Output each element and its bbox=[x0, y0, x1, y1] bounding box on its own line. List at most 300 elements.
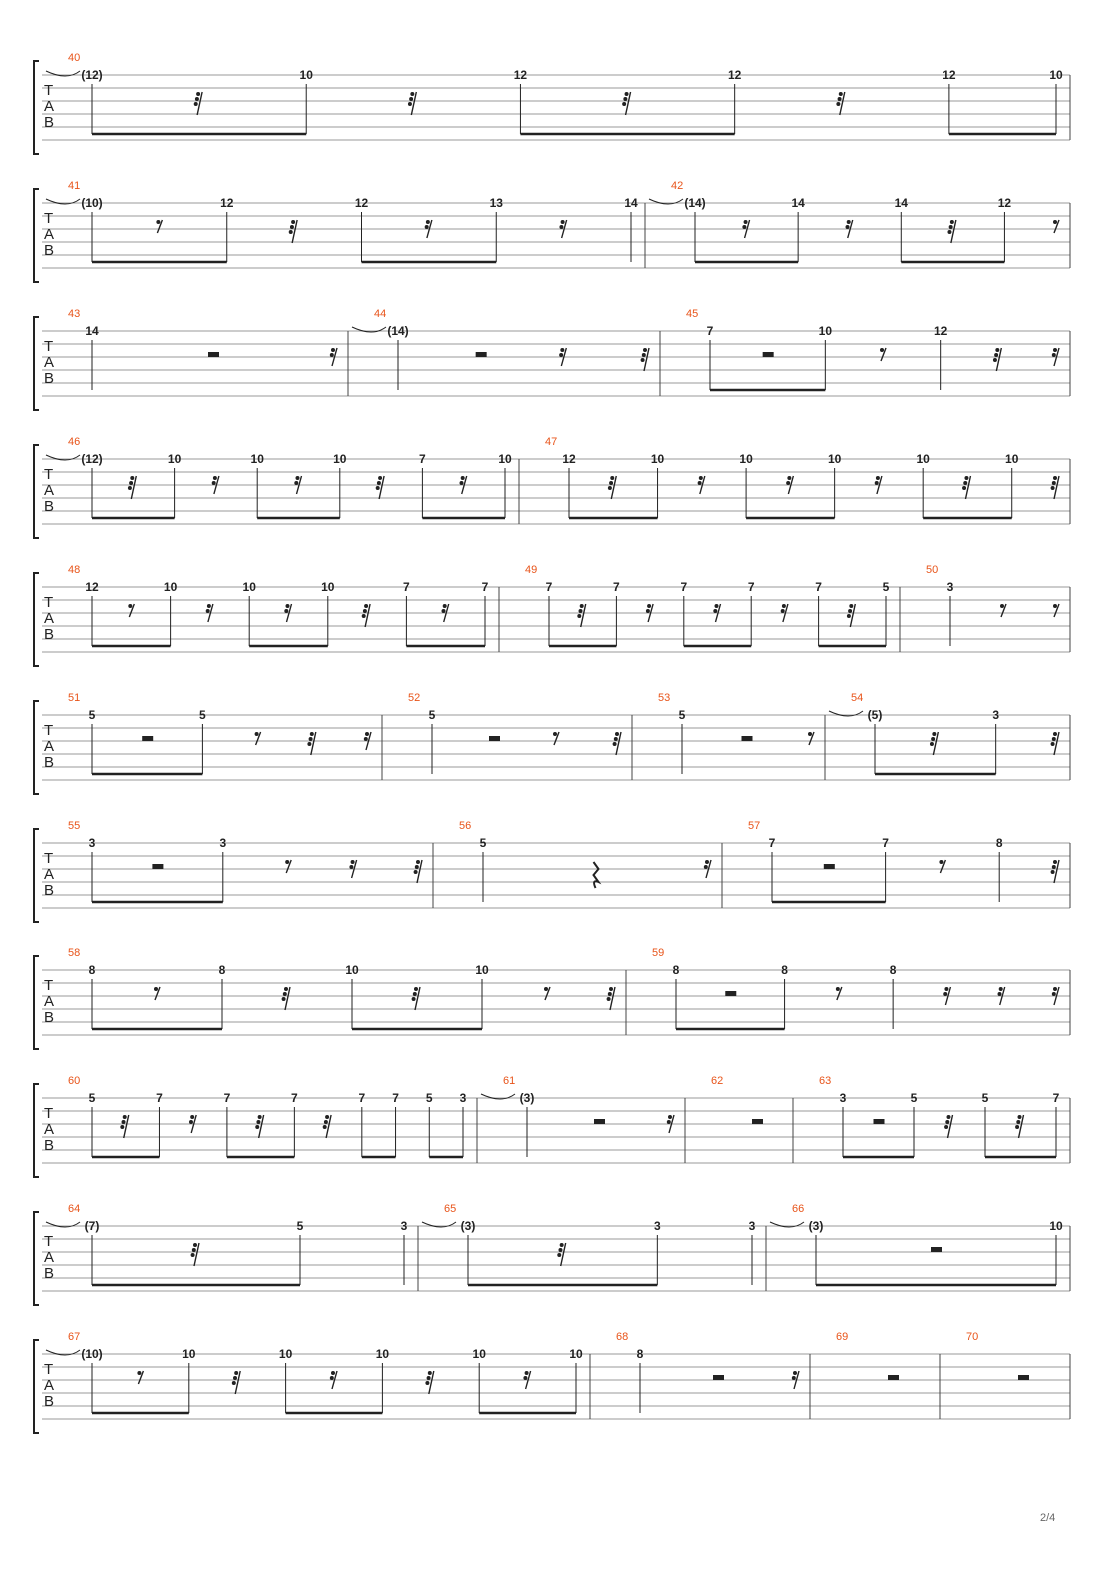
fret-number: 10 bbox=[182, 1347, 196, 1361]
measure-number: 48 bbox=[68, 564, 81, 576]
rest-flag-dot bbox=[793, 1371, 797, 1375]
thirty-second-rest bbox=[993, 358, 997, 362]
fret-number: 7 bbox=[747, 580, 755, 594]
half-rest bbox=[594, 1119, 605, 1124]
sixteenth-rest bbox=[742, 225, 746, 229]
fret-number: 3 bbox=[88, 836, 96, 850]
eighth-rest bbox=[553, 732, 557, 736]
fret-number: 10 bbox=[569, 1347, 583, 1361]
staff-system bbox=[34, 180, 1070, 282]
rest-flag-dot bbox=[1018, 1115, 1022, 1119]
rest-flag-dot bbox=[233, 1376, 237, 1380]
measure-number: 49 bbox=[525, 564, 538, 576]
thirty-second-rest bbox=[847, 614, 851, 618]
fret-number: 14 bbox=[85, 324, 99, 338]
rest-flag-dot bbox=[963, 481, 967, 485]
thirty-second-rest bbox=[622, 102, 626, 106]
system-bracket bbox=[34, 189, 39, 282]
rest-flag-dot bbox=[715, 604, 719, 608]
fret-number: 12 bbox=[562, 452, 576, 466]
rest-flag-dot bbox=[1053, 476, 1057, 480]
rest-flag-dot bbox=[196, 92, 200, 96]
half-rest bbox=[142, 736, 153, 741]
rest-flag-dot bbox=[944, 987, 948, 991]
rest-flag-dot bbox=[122, 1120, 126, 1124]
thirty-second-rest bbox=[1051, 870, 1055, 874]
fret-number: 8 bbox=[995, 836, 1003, 850]
rest-flag-dot bbox=[364, 604, 368, 608]
rest-flag-dot bbox=[129, 481, 133, 485]
tab-clef-letter: A bbox=[44, 610, 55, 627]
rest-flag-dot bbox=[414, 987, 418, 991]
tab-clef-letter: B bbox=[44, 1265, 55, 1282]
tab-clef-letter: B bbox=[44, 1009, 55, 1026]
system-bracket bbox=[34, 701, 39, 794]
rest-flag-dot bbox=[609, 481, 613, 485]
rest-flag-dot bbox=[291, 220, 295, 224]
fret-number: 14 bbox=[894, 196, 908, 210]
thirty-second-rest bbox=[836, 102, 840, 106]
sixteenth-rest bbox=[875, 481, 879, 485]
rest-flag-dot bbox=[256, 1120, 260, 1124]
measure-number: 51 bbox=[68, 692, 81, 704]
sixteenth-rest bbox=[460, 481, 464, 485]
fret-number: 10 bbox=[163, 580, 178, 594]
rest-flag-dot bbox=[283, 992, 287, 996]
thirty-second-rest bbox=[120, 1125, 124, 1129]
fret-number: 7 bbox=[419, 452, 426, 466]
thirty-second-rest bbox=[962, 486, 966, 490]
rest-flag-dot bbox=[945, 1120, 949, 1124]
measure-number: 70 bbox=[966, 1331, 979, 1343]
fret-number: 10 bbox=[167, 452, 182, 466]
fret-number: 5 bbox=[199, 708, 206, 722]
rest-flag-dot bbox=[461, 476, 465, 480]
fret-number: 10 bbox=[333, 452, 347, 466]
rest-flag-dot bbox=[1052, 865, 1056, 869]
thirty-second-rest bbox=[613, 742, 617, 746]
fret-number: 14 bbox=[791, 196, 805, 210]
fret-number: 7 bbox=[481, 580, 489, 594]
sixteenth-rest bbox=[189, 1120, 193, 1124]
rest-flag-dot bbox=[195, 97, 199, 101]
tab-clef-letter: A bbox=[44, 866, 55, 883]
fret-number: (12) bbox=[81, 68, 103, 82]
fret-number: 7 bbox=[358, 1091, 366, 1105]
tab-clef-letter: T bbox=[44, 594, 54, 611]
sixteenth-rest bbox=[284, 609, 288, 613]
tab-clef-letter: B bbox=[44, 1393, 55, 1410]
fret-number: (14) bbox=[387, 324, 409, 338]
rest-flag-dot bbox=[427, 1376, 431, 1380]
rest-flag-dot bbox=[608, 992, 612, 996]
fret-number: 10 bbox=[278, 1347, 293, 1361]
thirty-second-rest bbox=[191, 1253, 195, 1257]
sixteenth-rest bbox=[713, 609, 717, 613]
rest-flag-dot bbox=[744, 220, 748, 224]
rest-flag-dot bbox=[1052, 481, 1056, 485]
rest-flag-dot bbox=[377, 481, 381, 485]
rest-flag-dot bbox=[561, 220, 565, 224]
sixteenth-rest bbox=[998, 992, 1002, 996]
tab-clef-letter: T bbox=[44, 338, 54, 355]
half-rest bbox=[208, 352, 219, 357]
measure-number: 43 bbox=[68, 308, 81, 320]
system-bracket bbox=[34, 829, 39, 922]
eighth-rest bbox=[128, 604, 132, 608]
thirty-second-rest bbox=[1015, 1125, 1019, 1129]
tab-clef-letter: B bbox=[44, 498, 55, 515]
rest-flag-dot bbox=[579, 609, 583, 613]
fret-number: 7 bbox=[156, 1091, 163, 1105]
sixteenth-rest bbox=[442, 609, 446, 613]
rest-flag-dot bbox=[415, 865, 419, 869]
page-number: 2/4 bbox=[1040, 1512, 1056, 1524]
eighth-rest bbox=[544, 987, 548, 991]
fret-number: 7 bbox=[1052, 1091, 1060, 1105]
rest-flag-dot bbox=[331, 348, 335, 352]
rest-flag-dot bbox=[363, 609, 367, 613]
measure-number: 57 bbox=[748, 820, 761, 832]
fret-number: 5 bbox=[425, 1091, 433, 1105]
eighth-rest bbox=[1000, 604, 1004, 608]
fret-number: 7 bbox=[768, 836, 776, 850]
fret-number: 5 bbox=[882, 580, 890, 594]
rest-flag-dot bbox=[847, 220, 851, 224]
rest-flag-dot bbox=[443, 604, 447, 608]
rest-flag-dot bbox=[416, 860, 420, 864]
rest-flag-dot bbox=[123, 1115, 127, 1119]
tab-clef-letter: A bbox=[44, 354, 55, 371]
fret-number: 12 bbox=[997, 196, 1012, 210]
rest-flag-dot bbox=[995, 348, 999, 352]
fret-number: 7 bbox=[613, 580, 620, 594]
thirty-second-rest bbox=[1051, 742, 1055, 746]
measure-number: 40 bbox=[68, 52, 81, 64]
fret-number: 12 bbox=[354, 196, 369, 210]
eighth-rest bbox=[285, 860, 289, 864]
fret-number: 13 bbox=[489, 196, 503, 210]
rest-flag-dot bbox=[838, 97, 842, 101]
staff-system bbox=[34, 692, 1070, 794]
fret-number: 5 bbox=[981, 1091, 989, 1105]
tab-clef-letter: B bbox=[44, 1137, 55, 1154]
tab-clef-letter: T bbox=[44, 466, 54, 483]
fret-number: 3 bbox=[459, 1091, 467, 1105]
fret-number: 5 bbox=[88, 708, 96, 722]
thirty-second-rest bbox=[255, 1125, 259, 1129]
fret-number: 12 bbox=[85, 580, 99, 594]
tab-clef-letter: T bbox=[44, 1361, 54, 1378]
rest-flag-dot bbox=[378, 476, 382, 480]
eighth-rest bbox=[154, 987, 158, 991]
measure-number: 50 bbox=[926, 564, 939, 576]
fret-number: (3) bbox=[519, 1091, 535, 1105]
tab-clef-letter: T bbox=[44, 82, 54, 99]
measure-number: 61 bbox=[503, 1075, 516, 1087]
measure-number: 46 bbox=[68, 436, 81, 448]
rest-flag-dot bbox=[428, 1371, 432, 1375]
fret-number: 10 bbox=[739, 452, 753, 466]
measure-number: 41 bbox=[68, 180, 81, 192]
sixteenth-rest bbox=[559, 225, 563, 229]
fret-number: 5 bbox=[428, 708, 436, 722]
sixteenth-rest bbox=[559, 353, 563, 357]
tab-clef-letter: A bbox=[44, 738, 55, 755]
eighth-rest bbox=[880, 348, 884, 352]
staff-system bbox=[34, 1203, 1070, 1305]
tab-clef-letter: A bbox=[44, 993, 55, 1010]
eighth-rest bbox=[939, 860, 943, 864]
fret-number: 10 bbox=[1005, 452, 1019, 466]
rest-flag-dot bbox=[580, 604, 584, 608]
fret-number: 7 bbox=[815, 580, 822, 594]
system-bracket bbox=[34, 573, 39, 666]
thirty-second-rest bbox=[641, 358, 645, 362]
rest-flag-dot bbox=[614, 737, 618, 741]
measure-number: 68 bbox=[616, 1331, 629, 1343]
rest-flag-dot bbox=[193, 1243, 197, 1247]
fret-number: 10 bbox=[498, 452, 512, 466]
fret-number: 10 bbox=[650, 452, 665, 466]
fret-number: 10 bbox=[827, 452, 842, 466]
fret-number: 7 bbox=[392, 1091, 399, 1105]
sixteenth-rest bbox=[943, 992, 947, 996]
rest-flag-dot bbox=[610, 476, 614, 480]
fret-number: 12 bbox=[727, 68, 742, 82]
measure-number: 64 bbox=[68, 1203, 81, 1215]
rest-flag-dot bbox=[1053, 732, 1057, 736]
rest-flag-dot bbox=[331, 1371, 335, 1375]
system-bracket bbox=[34, 445, 39, 538]
rest-flag-dot bbox=[848, 609, 852, 613]
half-rest bbox=[1018, 1375, 1029, 1380]
fret-number: 5 bbox=[88, 1091, 96, 1105]
eighth-rest bbox=[1053, 604, 1057, 608]
rest-flag-dot bbox=[994, 353, 998, 357]
rest-flag-dot bbox=[130, 476, 134, 480]
rest-flag-dot bbox=[525, 1371, 529, 1375]
tab-clef-letter: A bbox=[44, 1121, 55, 1138]
rest-flag-dot bbox=[1053, 987, 1057, 991]
fret-number: 3 bbox=[219, 836, 227, 850]
rest-flag-dot bbox=[1016, 1120, 1020, 1124]
rest-flag-dot bbox=[309, 737, 313, 741]
sixteenth-rest bbox=[704, 865, 708, 869]
fret-number: 12 bbox=[942, 68, 956, 82]
measure-number: 58 bbox=[68, 947, 81, 959]
sixteenth-rest bbox=[846, 225, 850, 229]
fret-number: 5 bbox=[479, 836, 487, 850]
sixteenth-rest bbox=[1052, 992, 1056, 996]
thirty-second-rest bbox=[307, 742, 311, 746]
measure-number: 66 bbox=[792, 1203, 805, 1215]
thirty-second-rest bbox=[412, 997, 416, 1001]
fret-number: 10 bbox=[250, 452, 264, 466]
rest-flag-dot bbox=[413, 992, 417, 996]
tab-clef-letter: B bbox=[44, 114, 55, 131]
fret-number: (7) bbox=[84, 1219, 100, 1233]
sixteenth-rest bbox=[330, 1376, 334, 1380]
rest-flag-dot bbox=[296, 476, 300, 480]
half-rest bbox=[931, 1247, 942, 1252]
thirty-second-rest bbox=[944, 1125, 948, 1129]
rest-flag-dot bbox=[642, 353, 646, 357]
system-bracket bbox=[34, 1212, 39, 1305]
tab-clef-letter: A bbox=[44, 1249, 55, 1266]
thirty-second-rest bbox=[947, 230, 951, 234]
tab-clef-letter: B bbox=[44, 626, 55, 643]
fret-number: 10 bbox=[242, 580, 256, 594]
rest-flag-dot bbox=[625, 92, 629, 96]
measure-number: 69 bbox=[836, 1331, 849, 1343]
thirty-second-rest bbox=[376, 486, 380, 490]
fret-number: 14 bbox=[624, 196, 638, 210]
fret-number: 10 bbox=[472, 1347, 486, 1361]
quarter-rest bbox=[594, 862, 599, 888]
thirty-second-rest bbox=[1051, 486, 1055, 490]
fret-number: 3 bbox=[992, 708, 1000, 722]
eighth-rest bbox=[255, 732, 259, 736]
tab-clef-letter: T bbox=[44, 977, 54, 994]
thirty-second-rest bbox=[194, 102, 198, 106]
measure-number: 47 bbox=[545, 436, 558, 448]
fret-number: 12 bbox=[220, 196, 234, 210]
half-rest bbox=[742, 736, 753, 741]
thirty-second-rest bbox=[282, 997, 286, 1001]
rest-flag-dot bbox=[190, 1115, 194, 1119]
fret-number: 8 bbox=[88, 963, 96, 977]
thirty-second-rest bbox=[608, 486, 612, 490]
fret-number: 7 bbox=[545, 580, 553, 594]
rest-flag-dot bbox=[365, 732, 369, 736]
rest-flag-dot bbox=[426, 220, 430, 224]
fret-number: 10 bbox=[1049, 68, 1063, 82]
rest-flag-dot bbox=[558, 1248, 562, 1252]
fret-number: 12 bbox=[933, 324, 948, 338]
rest-flag-dot bbox=[643, 348, 647, 352]
fret-number: 12 bbox=[513, 68, 528, 82]
tab-clef-letter: T bbox=[44, 850, 54, 867]
sixteenth-rest bbox=[330, 353, 334, 357]
tab-clef-letter: B bbox=[44, 754, 55, 771]
thirty-second-rest bbox=[362, 614, 366, 618]
rest-flag-dot bbox=[351, 860, 355, 864]
thirty-second-rest bbox=[408, 102, 412, 106]
tab-clef-letter: A bbox=[44, 226, 55, 243]
rest-flag-dot bbox=[325, 1115, 329, 1119]
fret-number: 3 bbox=[748, 1219, 756, 1233]
staff-system bbox=[34, 308, 1070, 410]
tab-clef-letter: T bbox=[44, 210, 54, 227]
sixteenth-rest bbox=[667, 1120, 671, 1124]
measure-number: 59 bbox=[652, 947, 665, 959]
staff-system bbox=[34, 436, 1070, 538]
sixteenth-rest bbox=[364, 737, 368, 741]
half-rest bbox=[824, 864, 835, 869]
thirty-second-rest bbox=[323, 1125, 327, 1129]
thirty-second-rest bbox=[289, 230, 293, 234]
thirty-second-rest bbox=[414, 870, 418, 874]
staff-system bbox=[34, 564, 1070, 666]
fret-number: 8 bbox=[636, 1347, 644, 1361]
measure-number: 60 bbox=[68, 1075, 81, 1087]
sixteenth-rest bbox=[425, 225, 429, 229]
sixteenth-rest bbox=[349, 865, 353, 869]
half-rest bbox=[725, 991, 736, 996]
fret-number: 10 bbox=[321, 580, 335, 594]
rest-flag-dot bbox=[409, 97, 413, 101]
fret-number: 7 bbox=[680, 580, 688, 594]
fret-number: (12) bbox=[81, 452, 103, 466]
tab-clef-letter: T bbox=[44, 1233, 54, 1250]
rest-flag-dot bbox=[1052, 737, 1056, 741]
rest-flag-dot bbox=[207, 604, 211, 608]
measure-number: 52 bbox=[408, 692, 421, 704]
rest-flag-dot bbox=[839, 92, 843, 96]
measure-number: 44 bbox=[374, 308, 387, 320]
sixteenth-rest bbox=[698, 481, 702, 485]
half-rest bbox=[152, 864, 163, 869]
sixteenth-rest bbox=[294, 481, 298, 485]
fret-number: 7 bbox=[223, 1091, 231, 1105]
system-bracket bbox=[34, 61, 39, 154]
thirty-second-rest bbox=[128, 486, 132, 490]
measure-number: 45 bbox=[686, 308, 699, 320]
fret-number: (10) bbox=[81, 196, 103, 210]
measure-number: 53 bbox=[658, 692, 671, 704]
fret-number: 7 bbox=[291, 1091, 298, 1105]
system-bracket bbox=[34, 1340, 39, 1433]
fret-number: 3 bbox=[653, 1219, 661, 1233]
rest-flag-dot bbox=[932, 732, 936, 736]
fret-number: 3 bbox=[946, 580, 954, 594]
measure-number: 54 bbox=[851, 692, 864, 704]
measure-number: 65 bbox=[444, 1203, 457, 1215]
tab-clef-letter: A bbox=[44, 482, 55, 499]
rest-flag-dot bbox=[947, 1115, 951, 1119]
fret-number: 5 bbox=[296, 1219, 304, 1233]
rest-flag-dot bbox=[949, 225, 953, 229]
half-rest bbox=[763, 352, 774, 357]
eighth-rest bbox=[137, 1371, 141, 1375]
rest-flag-dot bbox=[290, 225, 294, 229]
tab-clef-letter: A bbox=[44, 98, 55, 115]
rest-flag-dot bbox=[1053, 348, 1057, 352]
eighth-rest bbox=[1053, 220, 1057, 224]
fret-number: 8 bbox=[672, 963, 680, 977]
fret-number: 3 bbox=[400, 1219, 408, 1233]
rest-flag-dot bbox=[999, 987, 1003, 991]
measure-number: 63 bbox=[819, 1075, 832, 1087]
rest-flag-dot bbox=[615, 732, 619, 736]
rest-flag-dot bbox=[609, 987, 613, 991]
half-rest bbox=[489, 736, 500, 741]
system-bracket bbox=[34, 1084, 39, 1177]
thirty-second-rest bbox=[607, 997, 611, 1001]
measure-number: 62 bbox=[711, 1075, 724, 1087]
half-rest bbox=[476, 352, 487, 357]
fret-number: 8 bbox=[781, 963, 788, 977]
rest-flag-dot bbox=[876, 476, 880, 480]
tab-clef-letter: B bbox=[44, 882, 55, 899]
fret-number: 10 bbox=[345, 963, 359, 977]
rest-flag-dot bbox=[213, 476, 217, 480]
staff-system bbox=[34, 1331, 1070, 1433]
sixteenth-rest bbox=[206, 609, 210, 613]
eighth-rest bbox=[156, 220, 160, 224]
tab-clef-letter: T bbox=[44, 722, 54, 739]
